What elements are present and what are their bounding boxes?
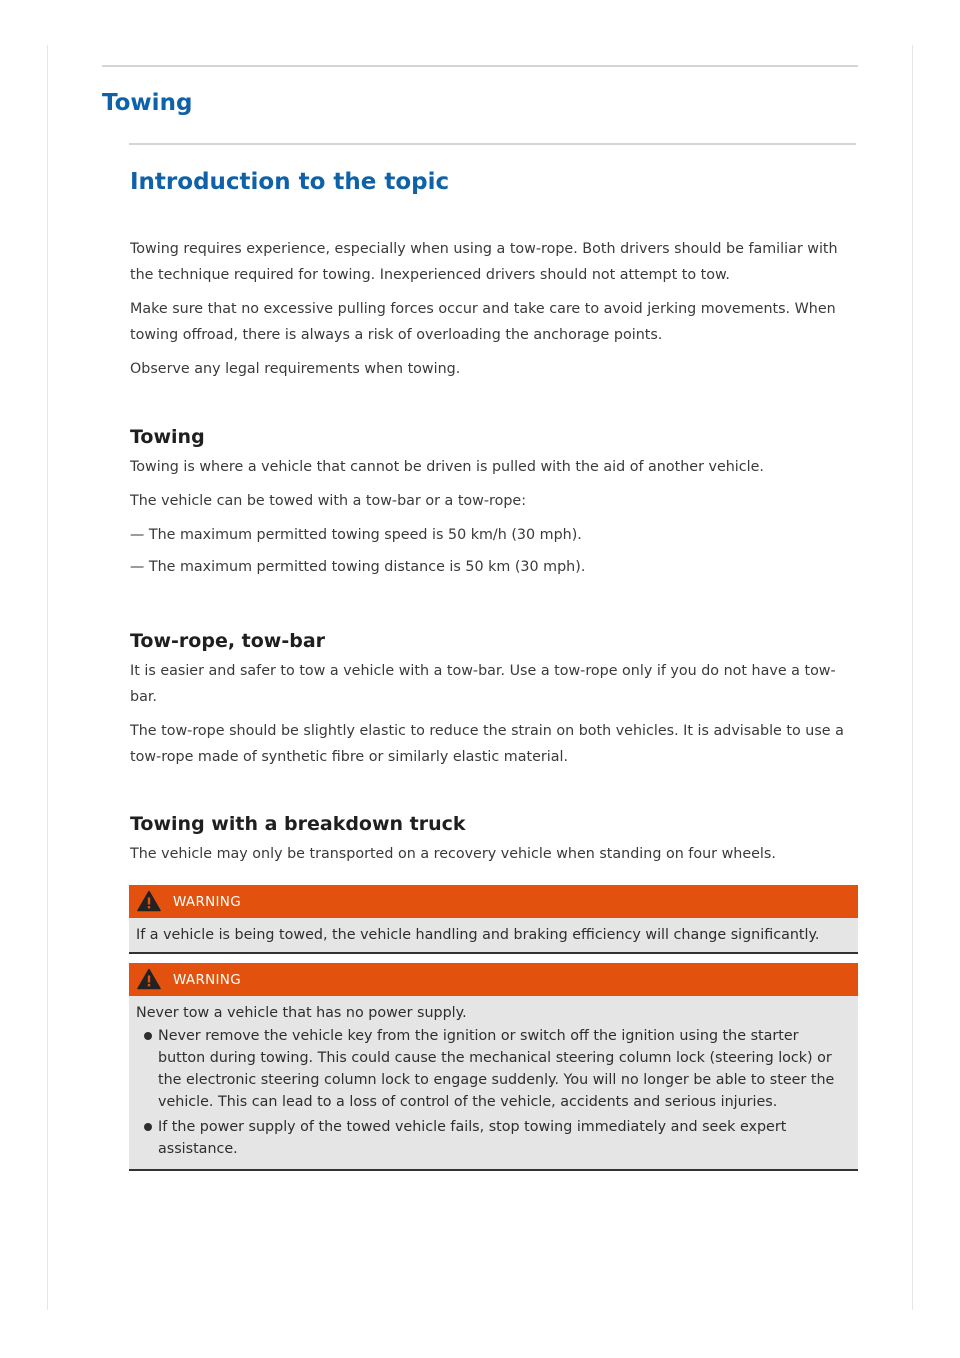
page-margin-left-line [47, 45, 48, 1310]
breakdown-section [130, 811, 860, 867]
towing-list-item: — The maximum permitted towing distance is 50 km (30 mph). [130, 559, 586, 575]
warning-header [129, 963, 858, 996]
warning-box [129, 885, 858, 954]
page-title: Towing [102, 90, 193, 116]
tow-rope-section [130, 628, 860, 770]
warning-text: If a vehicle is being towed, the vehicle handling and braking efficiency will change significantly. [136, 927, 820, 943]
page-margin-right-line [912, 45, 913, 1310]
warning-content [129, 996, 858, 1169]
warning-box [129, 963, 858, 1171]
breakdown-paragraph: The vehicle may only be transported on a recovery vehicle when standing on four wheels. [130, 846, 776, 862]
towing-heading: Towing [130, 426, 205, 448]
warning-triangle-icon [137, 890, 161, 912]
warning-header [129, 885, 858, 918]
warning-intro: Never tow a vehicle that has no power supply. [136, 1005, 467, 1021]
warning-bullet-item [136, 1025, 850, 1113]
intro-paragraph: Make sure that no excessive pulling forces occur and take care to avoid jerking movements. When towing offroad, there is always a risk of overloading the anchorage points. [130, 301, 836, 343]
warning-bullet-list [136, 1025, 850, 1160]
intro-section [130, 236, 860, 382]
warning-label: WARNING [173, 893, 241, 910]
bullet-dot-icon [144, 1123, 152, 1131]
tow-rope-heading: Tow-rope, tow-bar [130, 630, 326, 652]
towing-list-item: — The maximum permitted towing speed is 50 km/h (30 mph). [130, 527, 582, 543]
top-divider [102, 65, 858, 67]
towing-paragraph: Towing is where a vehicle that cannot be driven is pulled with the aid of another vehicle. [130, 459, 764, 475]
bullet-dot-icon [144, 1032, 152, 1040]
warning-bullet-text: If the power supply of the towed vehicle fails, stop towing immediately and seek expert assistance. [158, 1119, 787, 1157]
tow-rope-paragraph: The tow-rope should be slightly elastic to reduce the strain on both vehicles. It is advisable to use a tow-rope made of synthetic fibre or similarly elastic material. [130, 723, 844, 765]
warning-bullet-text: Never remove the vehicle key from the ignition or switch off the ignition using the starter button during towing. This could cause the mechanical steering column lock (steering lock) or the electronic steering column lock to engage suddenly. You will no longer be able to steer the vehicle. This can lead to a loss of control of the vehicle, accidents and serious injuries. [158, 1028, 835, 1110]
towing-paragraph: The vehicle can be towed with a tow-bar or a tow-rope: [130, 493, 527, 509]
breakdown-heading: Towing with a breakdown truck [130, 813, 466, 835]
towing-section [130, 424, 860, 580]
intro-paragraph: Observe any legal requirements when towing. [130, 361, 461, 377]
tow-rope-paragraph: It is easier and safer to tow a vehicle with a tow-bar. Use a tow-rope only if you do not have a tow-bar. [130, 663, 836, 705]
section-divider [129, 143, 856, 145]
warning-bullet-item [136, 1116, 850, 1160]
intro-paragraph: Towing requires experience, especially when using a tow-rope. Both drivers should be familiar with the technique required for towing. Inexperienced drivers should not attempt to tow. [130, 241, 838, 283]
warning-triangle-icon [137, 968, 161, 990]
section-title: Introduction to the topic [130, 169, 450, 195]
warning-label: WARNING [173, 971, 241, 988]
